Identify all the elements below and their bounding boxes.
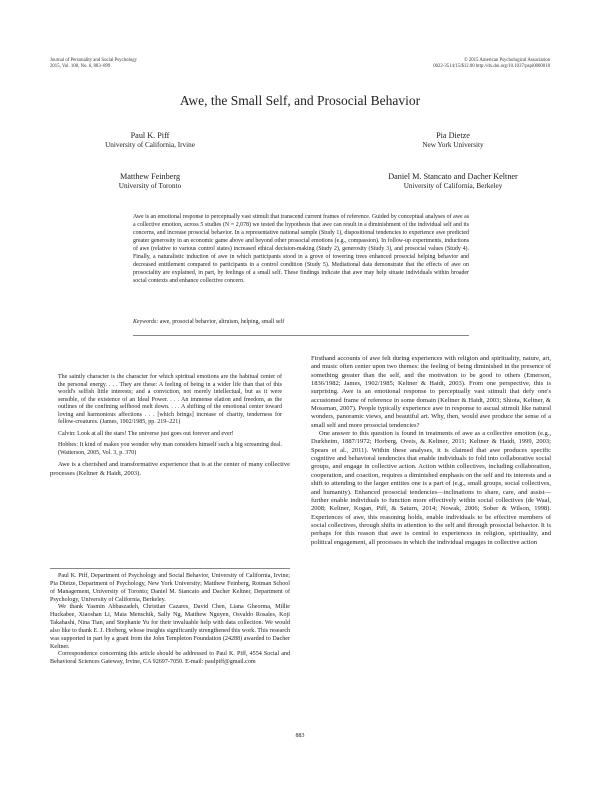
author-block-1 bbox=[50, 131, 250, 150]
author-block-2 bbox=[353, 131, 553, 150]
abstract bbox=[133, 213, 469, 285]
journal-volume: 2015, Vol. 108, No. 6, 883–899 bbox=[50, 64, 111, 69]
author-block-4 bbox=[353, 172, 553, 191]
author-name: Pia Dietze bbox=[436, 131, 470, 140]
footnote-correspondence: Correspondence concerning this article should be addressed to Paul K. Piff, 4554 Social and Behavioral Sciences Gateway, Irvine, CA 92697-7050. E-mail: paulpiff@gmail.com bbox=[50, 651, 290, 666]
copyright-line: © 2015 American Psychological Association bbox=[464, 58, 550, 63]
article-title: Awe, the Small Self, and Prosocial Behavior bbox=[179, 93, 421, 108]
author-affiliation: University of California, Irvine bbox=[105, 140, 195, 149]
footnote-divider bbox=[50, 568, 290, 569]
footnotes bbox=[50, 573, 290, 667]
footnote-affiliations: Paul K. Piff, Department of Psychology and Social Behavior, University of California, Irvine; Pia Dietze, Department of Psychology, New York University; Matthew Feinberg, Rotman School of Management, University of Toronto; Daniel M. Stancato and Dacher Keltner, Department of Psychology, University of California, Berkeley. bbox=[50, 573, 290, 603]
page-number: 883 bbox=[295, 733, 305, 739]
keywords-text: awe, prosocial behavior, altruism, helping, small self bbox=[159, 319, 285, 325]
right-column bbox=[311, 355, 551, 547]
doi-line[interactable]: 0022-3514/15/$12.00 http://dx.doi.org/10.1037/pspi0000018 bbox=[433, 64, 550, 69]
journal-header bbox=[50, 58, 137, 70]
abstract-text: Awe is an emotional response to perceptually vast stimuli that transcend current frames of reference. Guided by conceptual analyses of awe as a collective emotion, across 5 studies (N = 2,078) we tested the hypothesis that awe can result in a diminishment of the individual self and its concerns, and increase prosocial behavior. In a representative national sample (Study 1), dispositional tendencies to experience awe predicted greater generosity in an economic game above and beyond other prosocial emotions (e.g., compassion). In follow-up experiments, inductions of awe (relative to various control states) increased ethical decision-making (Study 2), generosity (Study 3), and prosocial values (Study 4). Finally, a naturalistic induction of awe in which participants stood in a grove of towering trees enhanced prosocial helping behavior and decreased entitlement compared to participants in a control condition (Study 5). Mediational data demonstrate that the effects of awe on prosociality are explained, in part, by feelings of a small self. These findings indicate that awe may help situate individuals within broader social contexts and enhance collective concern. bbox=[133, 214, 469, 284]
footnote-acknowledgments: We thank Yasmin Abbaszadeh, Christian Cazares, David Chen, Liana Gheorma, Millie Huckabee, Xiaoshan Li, Maia Menschik, Sally Ng, Matthew Nguyen, Osvaldo Rosales, Koji Takahashi, Nina Tian, and Stephanie Yu for their invaluable help with data collection. We would also like to thank E. J. Horberg, whose insights significantly strengthened this work. This research was supported in part by a grant from the John Templeton Foundation (24288) awarded to Dacher Keltner. bbox=[50, 604, 290, 650]
keywords-label: Keywords: bbox=[133, 319, 159, 325]
body-paragraph: Firsthand accounts of awe felt during experiences with religion and spirituality, nature, art, and music often center upon two themes: the feeling of being diminished in the presence of something greater than the self, and the motivation to be good to others (Emerson, 1836/1982; James, 1902/1985; Keltner & Haidt, 2003). From one perspective, this is surprising. Awe is an emotional response to perceptually vast stimuli that defy one's accustomed frame of reference in some domain (Keltner & Haidt, 2003; Shiota, Keltner, & Mossman, 2007). People typically experience awe in response to ascual stimuli like natural wonders, panoramic views, and beautiful art. Why, then, would awe produce the sense of a small self and more prosocial tendencies? bbox=[311, 355, 551, 429]
author-name: Matthew Feinberg bbox=[119, 172, 181, 181]
epigraph-calvin: Calvin: Look at all the stars! The universe just goes out forever and ever! bbox=[58, 430, 234, 437]
body-paragraph: Awe is a cherished and transformative experience that is at the center of many collective processes (Keltner & Haidt, 2003). bbox=[50, 461, 290, 477]
epigraph-james: The saintly character is the character for which spiritual emotions are the habitual center of the personal energy. . . . They are these: A feeling of being in a wider life than that of this world's selfish little interests; and a conviction, not merely intellectual, but as it were sensible, of the existence of an Ideal Power. . . . An immense elation and freedom, as the outlines of the confining selfhood melt down. . . . A shifting of the emotional center toward loving and harmonious affections . . . [which brings] increase of charity, tenderness for fellow-creatures. (James, 1902/1985, pp. 219–221) bbox=[58, 374, 282, 426]
author-affiliation: New York University bbox=[422, 140, 484, 149]
journal-name: Journal of Personality and Social Psychology bbox=[50, 58, 137, 63]
keywords bbox=[133, 318, 469, 326]
copyright-header bbox=[433, 58, 550, 70]
author-name: Daniel M. Stancato and Dacher Keltner bbox=[388, 172, 518, 181]
author-affiliation: University of Toronto bbox=[118, 181, 182, 190]
epigraph bbox=[58, 374, 282, 457]
left-column bbox=[50, 374, 290, 478]
author-affiliation: University of California, Berkeley bbox=[403, 181, 503, 190]
abstract-divider bbox=[133, 335, 469, 336]
body-paragraph: One answer to this question is found in treatments of awe as a collective emotion (e.g., Durkheim, 1887/1972; Horberg, Oveis, & Keltner, 2011; Keltner & Haidt, 1999, 2003; Spears et al., 2011). Within these analyses, it is claimed that awe produces specific cognitive and behavioral tendencies that enable individuals to fold into collaborative social groups, and engage in collective action. Action within collectives, including collaboration, cooperation, and coaction, requires a diminished emphasis on the self and its interests and a shift to attending to the larger entities one is a part of (e.g., small groups, social collectives, and humanity). Enhanced prosocial tendencies—inclinations to share, care, and assist—further enable individuals to function more effectively within social collectives (de Waal, 2008; Keltner, Kogan, Piff, & Saturn, 2014; Nowak, 2006; Sober & Wilson, 1998). Experiences of awe, this reasoning holds, enable individuals to be effective members of social collectives, through shifts in attention to the self and through prosocial behavior. It is perhaps for this reason that awe is central to experiences in religion, spirituality, and political engagement, all processes in which the individual engages in collective action bbox=[311, 430, 551, 546]
author-name: Paul K. Piff bbox=[130, 131, 170, 140]
epigraph-hobbes: Hobbes: It kind of makes you wonder why man considers himself such a big screaming deal. (Watterson, 2005, Vol. 3, p. 370) bbox=[58, 442, 282, 456]
author-block-3 bbox=[50, 172, 250, 191]
